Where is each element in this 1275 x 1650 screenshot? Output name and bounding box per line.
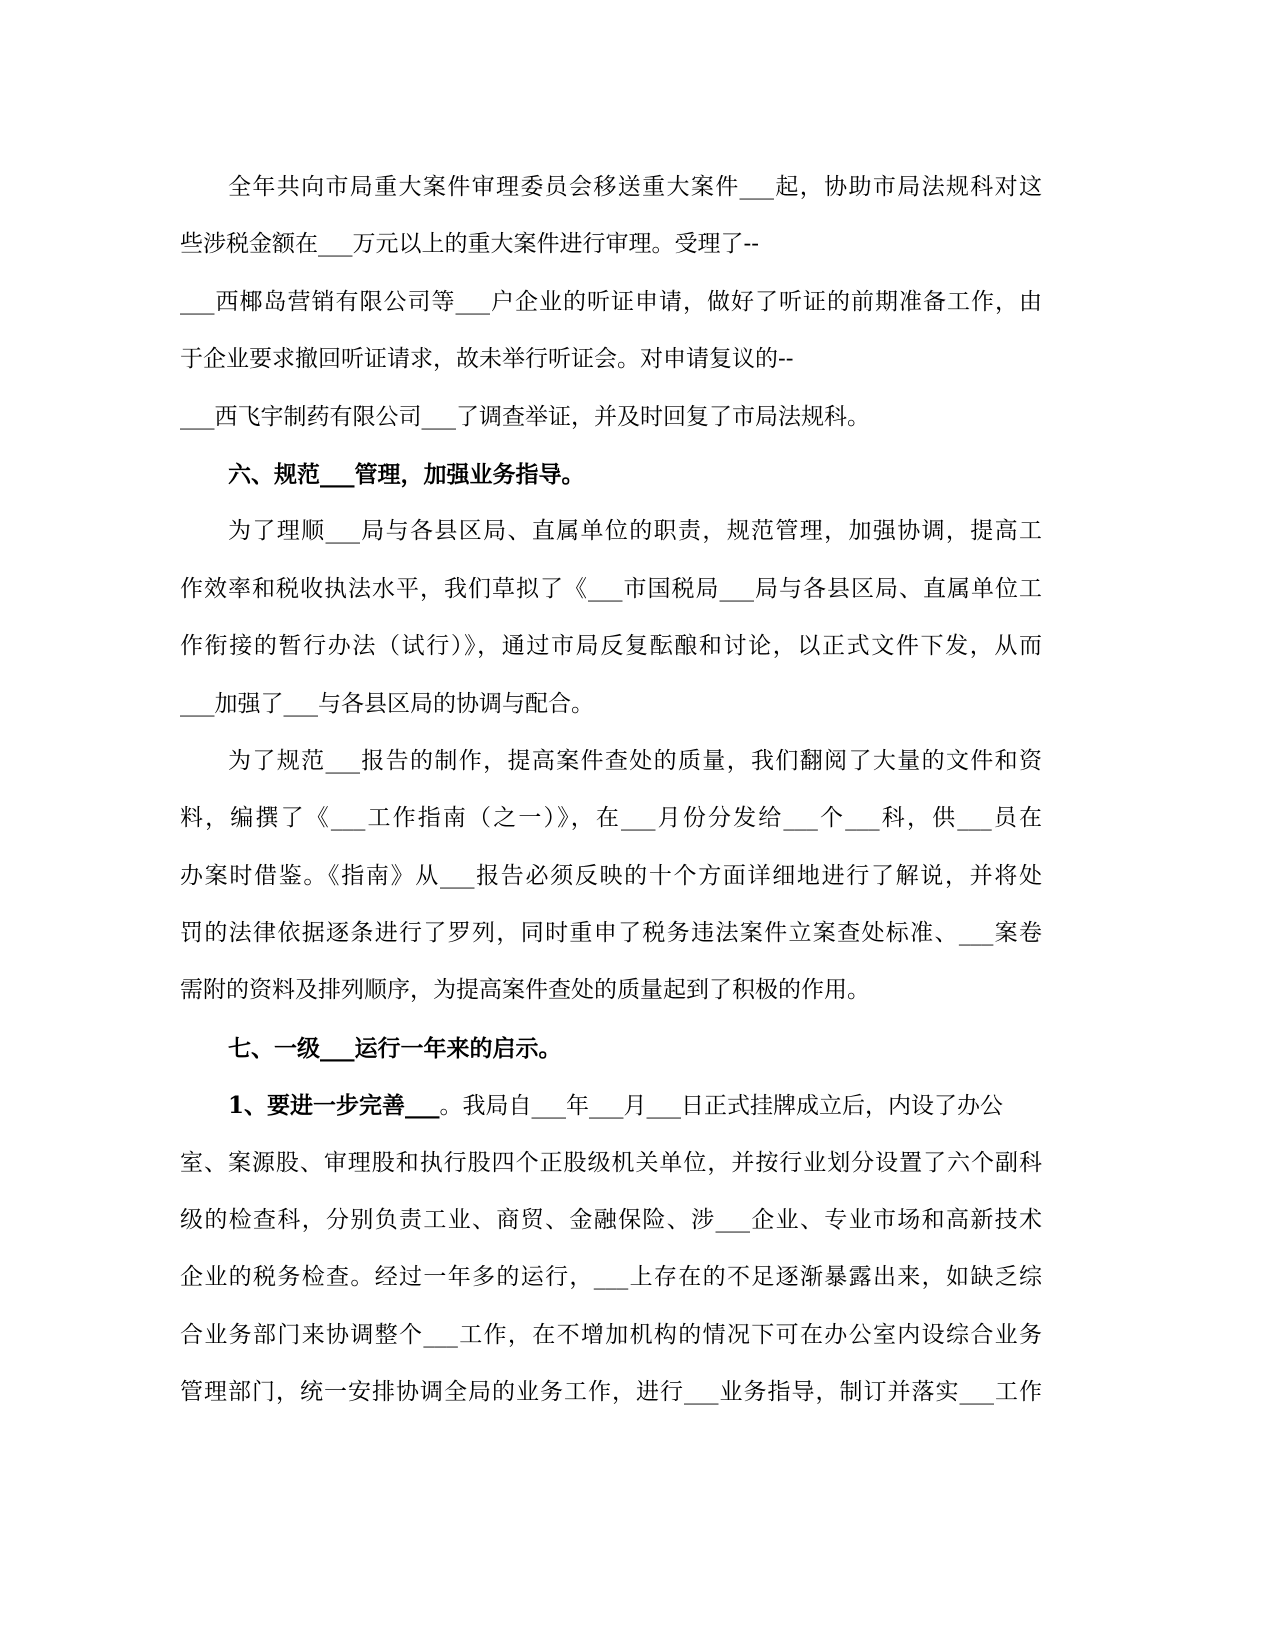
paragraph-line: ___西椰岛营销有限公司等___户企业的听证申请，做好了听证的前期准备工作，由	[180, 288, 1042, 315]
paragraph-line: 全年共向市局重大案件审理委员会移送重大案件___起，协助市局法规科对这	[228, 174, 1042, 200]
paragraph-line: ___西飞宇制药有限公司___了调查举证，并及时回复了市局法规科。	[180, 403, 870, 430]
paragraph-line: 些涉税金额在___万元以上的重大案件进行审理。受理了--	[180, 231, 760, 258]
paragraph-line: 料，编撰了《___工作指南（之一）》，在___月份分发给___个___科，供___员在	[180, 805, 1042, 832]
paragraph-line: 为了规范___报告的制作，提高案件查处的质量，我们翻阅了大量的文件和资	[228, 747, 1042, 774]
paragraph-line: 级的检查科，分别负责工业、商贸、金融保险、涉___企业、专业市场和高新技术	[180, 1207, 1042, 1234]
paragraph-line	[180, 1077, 1042, 1134]
paragraph-line: 罚的法律依据逐条进行了罗列，同时重申了税务违法案件立案查处标准、___案卷	[180, 920, 1042, 947]
section-heading-6: 六、规范___管理，加强业务指导。	[228, 460, 585, 488]
paragraph-line: ___加强了___与各县区局的协调与配合。	[180, 690, 594, 717]
paragraph-line: 为了理顺___局与各县区局、直属单位的职责，规范管理，加强协调，提高工	[228, 518, 1042, 545]
paragraph-line: 作衔接的暂行办法（试行）》，通过市局反复酝酿和讨论，以正式文件下发，从而	[180, 633, 1042, 660]
paragraph-line: 合业务部门来协调整个___工作，在不增加机构的情况下可在办公室内设综合业务	[180, 1321, 1042, 1348]
paragraph-line: 于企业要求撤回听证请求，故未举行听证会。对申请复议的--	[180, 346, 794, 373]
paragraph-line: 企业的税务检查。经过一年多的运行，___上存在的不足逐渐暴露出来，如缺乏综	[180, 1264, 1042, 1291]
point-1-lead: 1、要进一步完善___	[228, 1092, 440, 1120]
paragraph-line: 办案时借鉴。《指南》从___报告必须反映的十个方面详细地进行了解说，并将处	[180, 862, 1042, 889]
paragraph-line: 室、案源股、审理股和执行股四个正股级机关单位，并按行业划分设置了六个副科	[180, 1149, 1042, 1176]
paragraph-line: 管理部门，统一安排协调全局的业务工作，进行___业务指导，制订并落实___工作	[180, 1379, 1042, 1406]
section-heading-7: 七、一级___运行一年来的启示。	[228, 1034, 562, 1062]
point-1-text: 。我局自___年___月___日正式挂牌成立后，内设了办公	[439, 1093, 1004, 1120]
document-page	[180, 159, 1042, 1422]
paragraph-line: 需附的资料及排列顺序，为提高案件查处的质量起到了积极的作用。	[180, 977, 870, 1004]
paragraph-line: 作效率和税收执法水平，我们草拟了《___市国税局___局与各县区局、直属单位工	[180, 575, 1042, 602]
